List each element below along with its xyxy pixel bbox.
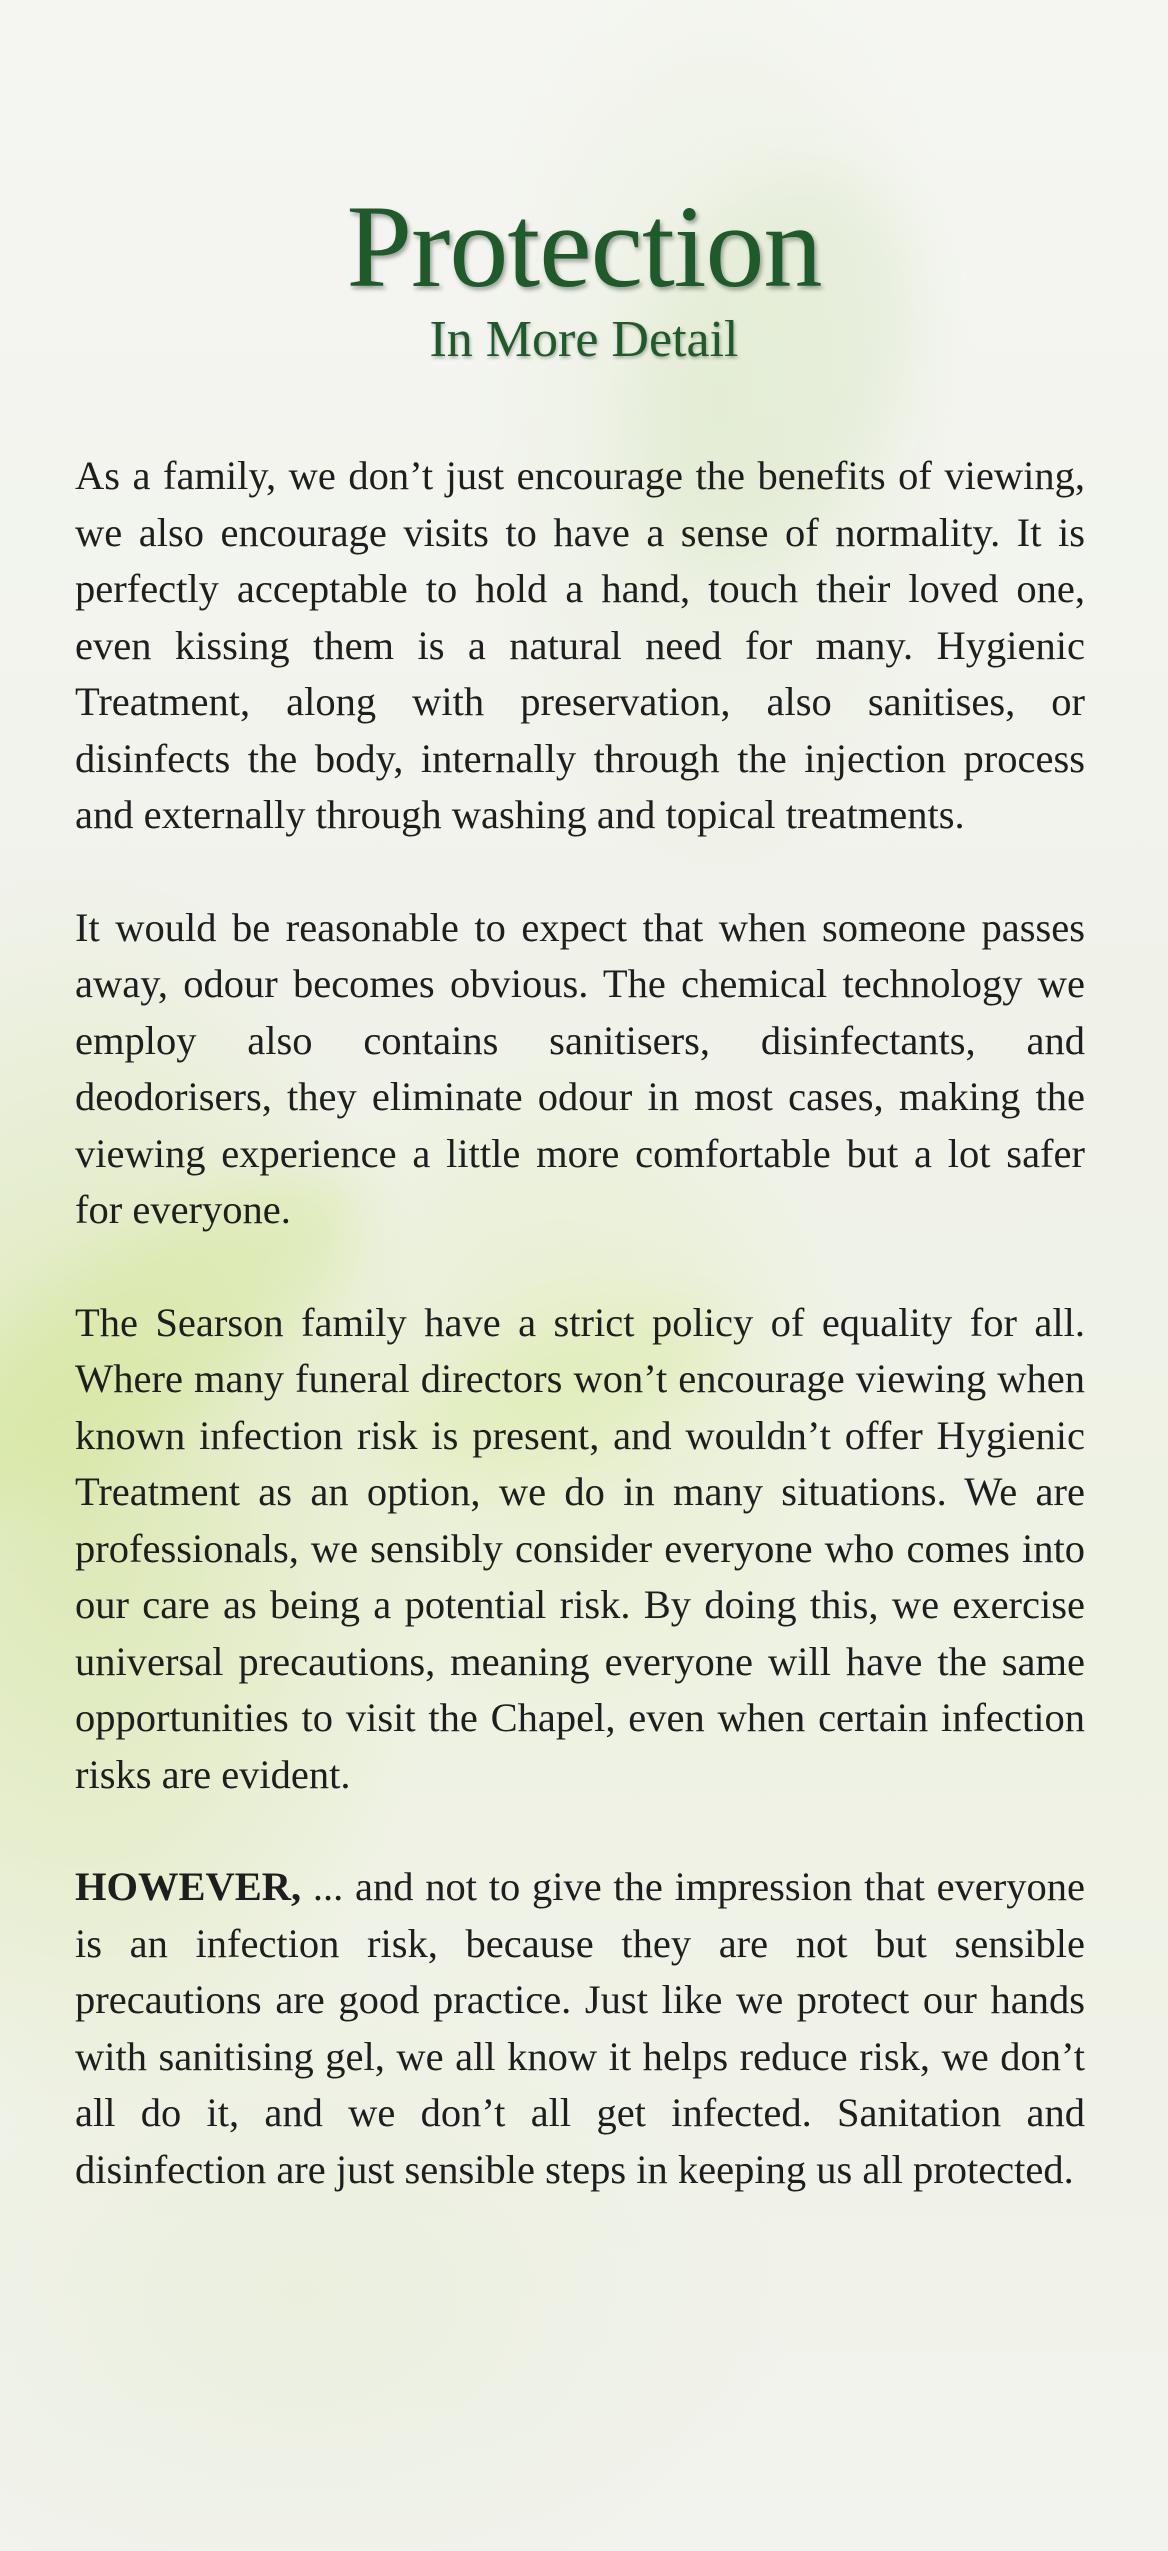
body-content xyxy=(75,448,1085,2254)
paragraph-viewing: As a family, we don’t just encourage the benefits of viewing, we also encourage visits to have a sense of normality. It is perfectly acceptable to hold a hand, touch their loved one, even kissing them is a natural need for many. Hygienic Treatment, along with preservation, also sanitises, or disinfects the body, internally through the injection process and externally through washing and topical treatments. xyxy=(75,453,1085,837)
page-header xyxy=(0,181,1168,370)
paragraph-odour: It would be reasonable to expect that when someone passes away, odour becomes obvious. The chemical technology we employ also contains sanitisers, disinfectants, and deodorisers, they eliminate odour in most cases, making the viewing experience a little more comfortable but a lot safer for everyone. xyxy=(75,904,1085,1232)
page-subtitle: In More Detail xyxy=(429,311,739,368)
however-text: ... and not to give the impression that everyone is an infection risk, because they are not but sensible precautions are good practice. Just like we protect our hands with sanitising gel, we all know it helps reduce risk, we don’t all do it, and we don’t all get infected. Sanitation and disinfection are just sensible steps in keeping us all protected. xyxy=(75,1864,1085,2192)
paragraph-however xyxy=(75,1859,1085,2198)
paragraph-equality: The Searson family have a strict policy of equality for all. Where many funeral directors won’t encourage viewing when known infection risk is present, and wouldn’t offer Hygienic Treatment as an option, we do in many situations. We are professionals, we sensibly consider everyone who comes into our care as being a potential risk. By doing this, we exercise universal precautions, meaning everyone will have the same opportunities to visit the Chapel, even when certain infection risks are evident. xyxy=(75,1299,1085,1797)
however-lead: HOWEVER, xyxy=(75,1864,302,1909)
page-title: Protection xyxy=(346,181,822,312)
